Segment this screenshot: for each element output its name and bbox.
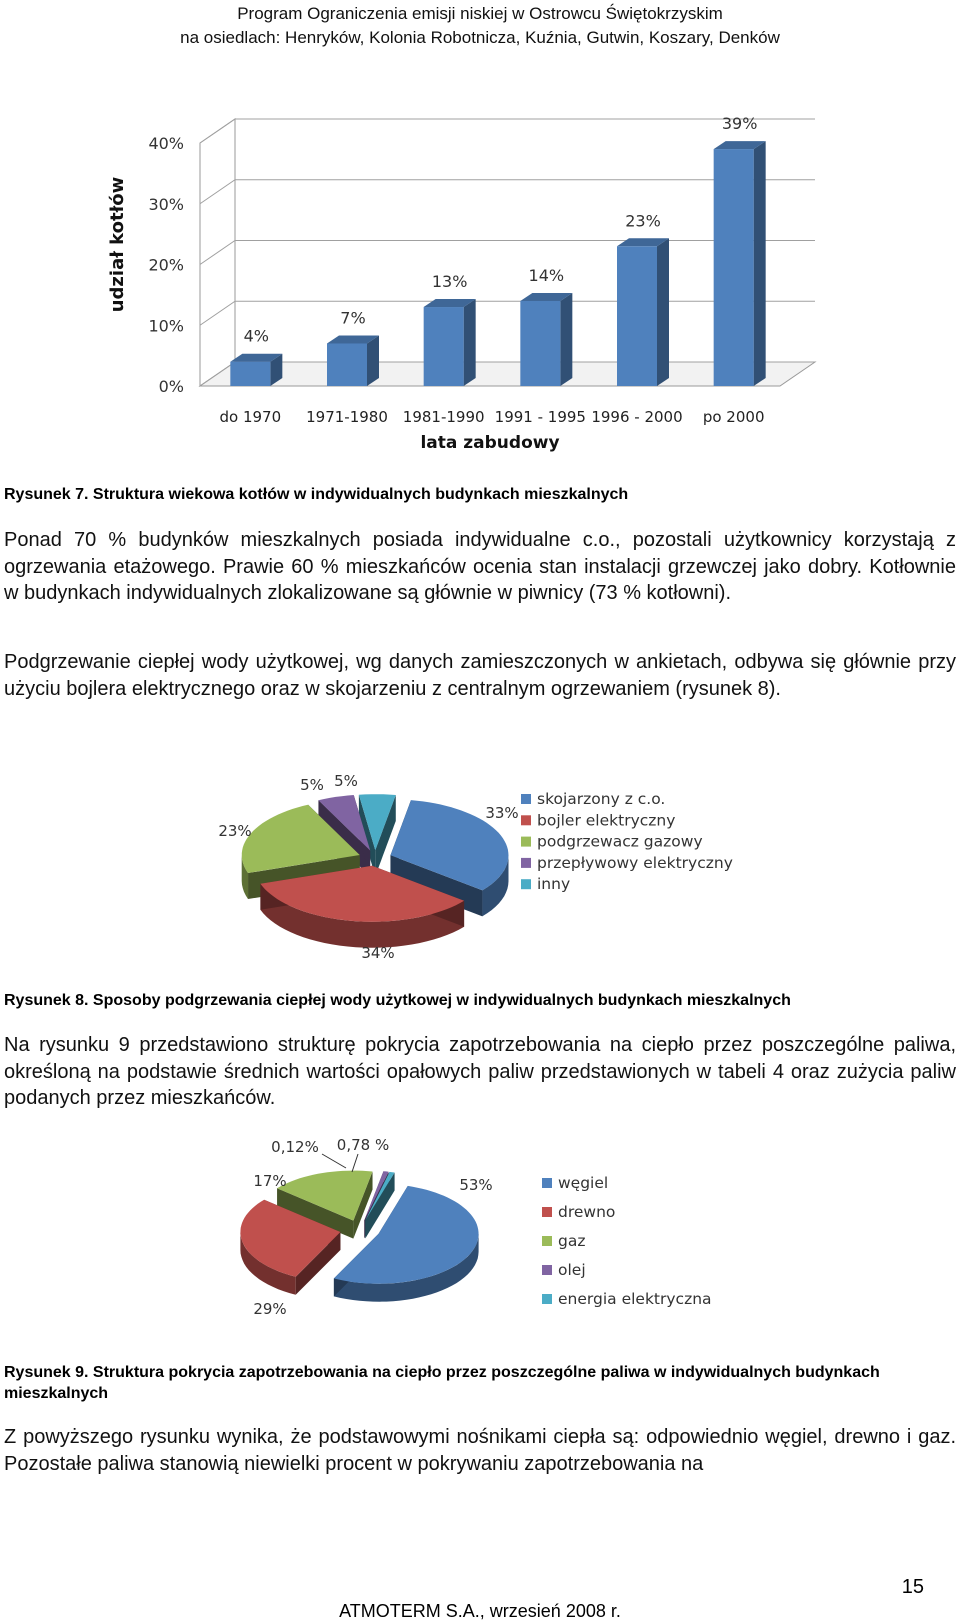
figure-7-caption: Rysunek 7. Struktura wiekowa kotłów w indywidualnych budynkach mieszkalnych xyxy=(4,486,629,503)
figure-7-bar-chart xyxy=(100,90,830,460)
pie2-data-label: 17% xyxy=(253,1172,287,1190)
bar-data-label: 4% xyxy=(243,326,270,346)
pie2-data-label: 29% xyxy=(253,1300,287,1318)
pie2-legend-label: drewno xyxy=(558,1203,616,1221)
bar-chart-x-axis-label: lata zabudowy xyxy=(420,433,560,453)
pie1-legend-swatch xyxy=(521,794,531,804)
pie1-legend-label: inny xyxy=(537,875,571,894)
page-footer: ATMOTERM S.A., wrzesień 2008 r. xyxy=(339,1601,621,1621)
bar-chart-svg xyxy=(100,90,830,460)
paragraph-4: Z powyższego rysunku wynika, że podstawowymi nośnikami ciepła są: odpowiednio węgiel, drewno i gaz. Pozostałe paliwa stanowią niewielki procent w pokrywaniu zapotrzebowania na xyxy=(4,1426,956,1475)
pie1-legend-swatch xyxy=(521,858,531,868)
pie2-legend-swatch xyxy=(542,1265,552,1275)
pie2-legend-label: energia elektryczna xyxy=(558,1290,712,1308)
page-number: 15 xyxy=(901,1576,924,1598)
pie1-legend-swatch xyxy=(521,837,531,847)
pie2-data-label: 0,78 % xyxy=(336,1136,390,1154)
pie-chart-1-svg xyxy=(200,770,760,970)
bar-6 xyxy=(714,141,766,386)
bar-data-label: 13% xyxy=(431,272,468,292)
page-header xyxy=(0,2,960,50)
pie2-legend-swatch xyxy=(542,1178,552,1188)
bar-category-label: 1981-1990 xyxy=(402,408,485,426)
bar-data-label: 39% xyxy=(721,114,758,134)
bar-face xyxy=(617,246,657,386)
bar-category-label: 1991 - 1995 xyxy=(494,408,586,426)
figure-8-caption-text: Sposoby podgrzewania ciepłej wody użytkowej w indywidualnych budynkach mieszkalnych xyxy=(88,992,791,1009)
pie1-data-label: 5% xyxy=(334,772,358,790)
pie2-leader-line xyxy=(352,1154,358,1172)
bar-4 xyxy=(520,293,572,386)
bar-face xyxy=(714,149,754,386)
pie2-data-label: 53% xyxy=(459,1176,493,1194)
bar-side xyxy=(657,238,669,386)
header-line-2: na osiedlach: Henryków, Kolonia Robotnicza, Kuźnia, Gutwin, Koszary, Denków xyxy=(180,28,780,47)
bar-2 xyxy=(327,335,379,386)
bar-category-label: 1996 - 2000 xyxy=(591,408,683,426)
bar-side xyxy=(560,293,572,386)
bar-side xyxy=(464,299,476,386)
pie1-legend-label: skojarzony z c.o. xyxy=(537,790,666,808)
bar-data-label: 14% xyxy=(528,265,565,285)
bar-chart-y-tick-label: 30% xyxy=(148,194,184,214)
bar-chart-y-tick-label: 0% xyxy=(158,377,184,396)
bar-data-label: 23% xyxy=(625,211,661,231)
bar-1 xyxy=(230,354,282,386)
pie2-legend-label: gaz xyxy=(558,1232,586,1250)
pie1-data-label: 5% xyxy=(300,776,324,794)
pie1-legend-label: bojler elektryczny xyxy=(537,811,676,830)
pie2-legend-swatch xyxy=(542,1294,552,1304)
figure-9-pie-chart xyxy=(240,1128,760,1340)
pie2-legend-label: olej xyxy=(558,1261,586,1279)
figure-8-pie-chart xyxy=(200,770,760,970)
bar-chart-y-axis-label: udział kotłów xyxy=(107,176,128,313)
bar-chart-y-tick-label: 40% xyxy=(148,134,184,153)
pie2-legend-swatch xyxy=(542,1207,552,1217)
pie1-legend-label: podgrzewacz gazowy xyxy=(537,832,703,851)
paragraph-2: Podgrzewanie ciepłej wody użytkowej, wg danych zamieszczonych w ankietach, odbywa się głównie przy użyciu bojlera elektrycznego oraz w skojarzeniu z centralnym ogrzewaniem (rysunek 8). xyxy=(4,651,956,700)
bar-category-label: po 2000 xyxy=(702,408,765,426)
bar-face xyxy=(424,307,464,386)
figure-9-caption: Rysunek 9. Struktura pokrycia zapotrzebowania na ciepło przez poszczególne paliwa w indywidualnych budynkach mieszkalnych xyxy=(4,1364,880,1402)
bar-chart-y-tick-label: 20% xyxy=(148,255,184,275)
pie2-legend-label: węgiel xyxy=(558,1174,609,1192)
figure-8-caption xyxy=(4,990,791,1011)
pie2-legend-swatch xyxy=(542,1236,552,1246)
pie1-legend-swatch xyxy=(521,879,531,889)
bar-side xyxy=(367,335,379,386)
pie1-legend-swatch xyxy=(521,815,531,825)
bar-data-label: 7% xyxy=(340,308,366,328)
pie1-data-label: 34% xyxy=(361,944,395,962)
bar-chart-y-tick-label: 10% xyxy=(148,316,184,336)
bar-face xyxy=(520,301,560,386)
bar-side xyxy=(754,141,766,386)
pie1-legend-label: przepływowy elektryczny xyxy=(537,853,733,872)
bar-3 xyxy=(424,299,476,386)
header-line-1: Program Ograniczenia emisji niskiej w Ostrowcu Świętokrzyskim xyxy=(237,4,723,23)
pie2-leader-line xyxy=(322,1154,346,1168)
paragraph-1: Ponad 70 % budynków mieszkalnych posiada indywidualne c.o., pozostali użytkownicy korzystają z ogrzewania etażowego. Prawie 60 % mieszkańców ocenia stan instalacji grzewczej jako dobry. Kotłownie w budynkach indywidualnych zlokalizowane są głównie w piwnicy (73 % kotłowni). xyxy=(4,529,956,604)
pie1-data-label: 23% xyxy=(218,822,252,840)
bar-face xyxy=(327,343,367,386)
bar-face xyxy=(230,362,270,386)
pie2-data-label: 0,12% xyxy=(271,1138,319,1156)
figure-8-caption-label: Rysunek 8. xyxy=(4,992,89,1009)
pie-chart-2-svg xyxy=(240,1128,760,1340)
bar-5 xyxy=(617,238,669,386)
paragraph-3: Na rysunku 9 przedstawiono strukturę pokrycia zapotrzebowania na ciepło przez poszczególne paliwa, określoną na podstawie średnich wartości opałowych paliw przedstawionych w tabeli 4 oraz zużycia paliw podanych przez mieszkańców. xyxy=(4,1034,956,1109)
bar-category-label: do 1970 xyxy=(219,408,282,426)
bar-category-label: 1971-1980 xyxy=(306,408,388,426)
pie1-data-label: 33% xyxy=(485,804,519,822)
